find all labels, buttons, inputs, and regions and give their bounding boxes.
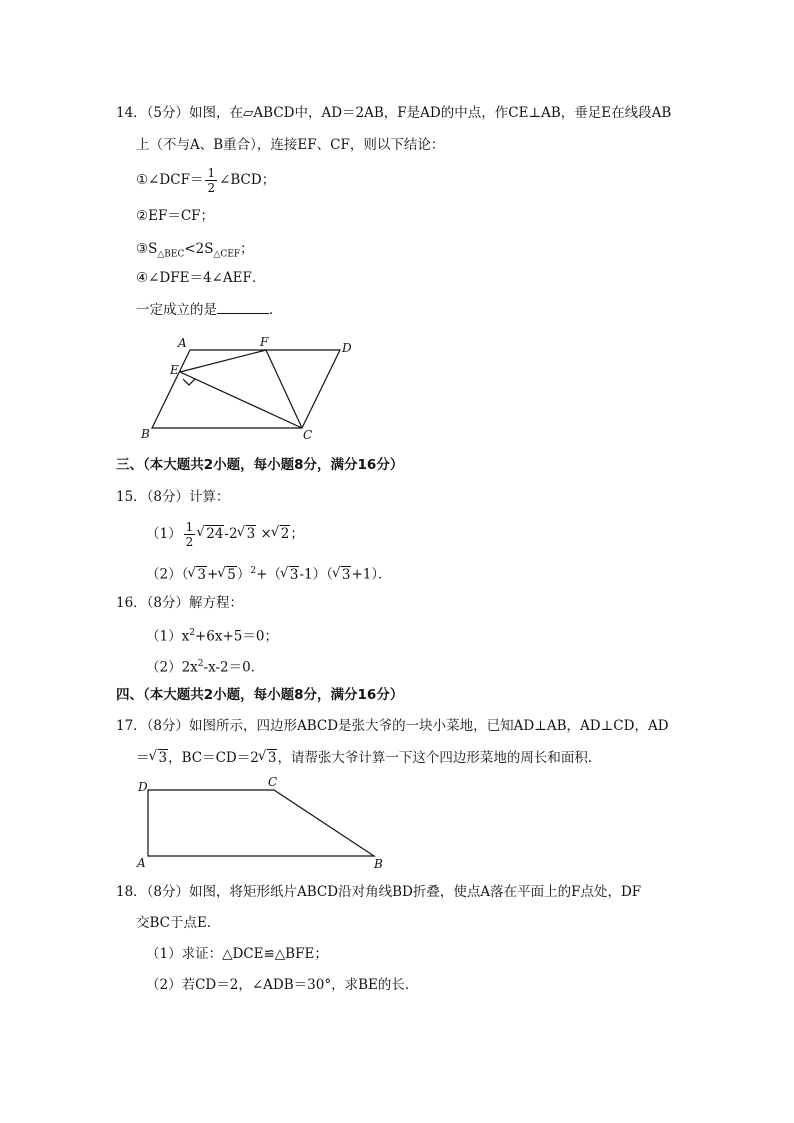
- q14-c3-end: ；: [240, 241, 254, 257]
- q15-p1-mid: -2: [224, 526, 238, 542]
- q15-p2-end: +1）．: [351, 566, 392, 583]
- q15-p1-num: 1: [185, 520, 194, 534]
- section-4-heading: 四、（本大题共2小题，每小题8分，满分16分）: [116, 687, 404, 703]
- q15-p2-sqrt2: [218, 566, 237, 584]
- q14-conclusion-3: [136, 240, 254, 264]
- q15-p2-rad1: 3: [197, 566, 206, 583]
- segment-ef: [180, 350, 266, 372]
- q14-conclusion-1: [136, 166, 275, 195]
- q17-l2-b: ，BC＝CD＝2: [168, 750, 259, 766]
- label-b: B: [374, 857, 383, 871]
- q14-c1-num: 1: [207, 166, 216, 180]
- label-c: C: [268, 775, 278, 789]
- label-c: C: [303, 428, 313, 442]
- q17-sqrt1: [150, 749, 169, 767]
- q18-part1: （1）求证：△DCE≌△BFE；: [146, 946, 328, 962]
- trapezoid-abcd: [148, 790, 374, 856]
- q14-line1: 14．（5分）如图，在▱ABCD中，AD＝2AB，F是AD的中点，作CE⊥AB，垂足E在线段AB: [116, 105, 672, 121]
- q14-ask-suffix: ．: [269, 302, 283, 318]
- q17-sqrt2: [259, 749, 278, 767]
- q17-rad1: 3: [158, 750, 168, 766]
- label-f: F: [260, 335, 269, 349]
- q14-c1-prefix: ①∠DCF＝: [136, 172, 204, 188]
- q18-line1: 18．（8分）如图，将矩形纸片ABCD沿对角线BD折叠，使点A落在平面上的F点处，DF: [116, 884, 642, 900]
- q15-p1-times: ×: [260, 526, 272, 542]
- q15-p2-plus: +: [206, 566, 219, 583]
- q14-ask-prefix: 一定成立的是: [136, 302, 217, 318]
- q15-p1-den: 2: [185, 535, 194, 549]
- segment-ec: [180, 372, 302, 428]
- answer-blank[interactable]: [217, 301, 269, 314]
- label-e: E: [170, 363, 179, 377]
- q14-conclusion-4: ④∠DFE＝4∠AEF．: [136, 270, 266, 286]
- q15-title: 15．（8分）计算：: [116, 489, 230, 505]
- label-d: D: [138, 780, 148, 794]
- q17-line1: 17．（8分）如图所示，四边形ABCD是张大爷的一块小菜地，已知AD⊥AB，AD⊥CD，AD: [116, 718, 669, 734]
- q14-c3-sub1: △BEC: [157, 249, 185, 260]
- q15-p2-sqrt1: [188, 566, 207, 584]
- q17-l2-a: ＝: [136, 750, 150, 766]
- q16-e1-a: （1）x: [146, 628, 190, 645]
- q15-p1-sqrt2: [238, 525, 257, 543]
- q16-e2-a: （2）2x: [146, 659, 198, 676]
- q14-c3-sub2: △CEF: [213, 249, 241, 260]
- q15-p1-rad3: 2: [280, 526, 290, 542]
- q14-c1-den: 2: [207, 181, 216, 195]
- q15-p1-rad2: 3: [246, 526, 256, 542]
- q15-p1-sqrt1: [197, 525, 224, 543]
- q16-title: 16．（8分）解方程：: [116, 595, 244, 611]
- q16-e1-b: +6x+5＝0；: [194, 628, 278, 645]
- label-d: D: [342, 341, 352, 355]
- label-a: A: [178, 336, 187, 350]
- q15-p1-sqrt3: [272, 525, 291, 543]
- q14-c3-prefix: ③S: [136, 241, 158, 257]
- q14-c1-suffix: ∠BCD；: [219, 172, 276, 188]
- q16-e2-sup: 2: [197, 659, 204, 669]
- q15-p2-close: ）: [236, 566, 251, 583]
- q14-c1-fraction: [205, 166, 217, 195]
- q17-trapezoid-figure: [134, 774, 394, 872]
- section-3-heading: 三、（本大题共2小题，每小题8分，满分16分）: [116, 457, 404, 473]
- q18-line2: 交BC于点E．: [136, 915, 221, 931]
- q14-conclusion-2: ②EF＝CF；: [136, 208, 215, 224]
- q18-part2: （2）若CD＝2，∠ADB＝30°，求BE的长．: [146, 977, 419, 993]
- q15-part1: [146, 520, 304, 549]
- q16-eq2: [146, 655, 264, 677]
- q15-p2-mid: +（: [256, 566, 281, 583]
- q14-line2: 上（不与A、B重合），连接EF、CF，则以下结论：: [136, 137, 445, 153]
- q15-p2-rad4: 3: [341, 566, 351, 583]
- q14-parallelogram-figure: [138, 334, 360, 444]
- q16-eq1: [146, 624, 278, 646]
- q15-p2-mid2: -1）（: [299, 566, 333, 583]
- q15-p1-fraction: [184, 520, 196, 549]
- q15-p2-rad3: 3: [289, 566, 299, 583]
- label-b: B: [141, 427, 150, 441]
- label-a: A: [137, 856, 146, 870]
- parallelogram-abcd: [152, 350, 340, 428]
- q14-ask: [136, 301, 283, 319]
- q17-l2-c: ，请帮张大爷计算一下这个四边形菜地的周长和面积．: [277, 750, 602, 766]
- q17-line2: [136, 749, 601, 767]
- right-angle-mark: [183, 379, 195, 385]
- q15-part2: [146, 562, 392, 584]
- q15-p2-sup: 2: [250, 566, 257, 576]
- q14-c3-mid: <2S: [184, 241, 214, 257]
- q15-p2-sqrt4: [333, 566, 352, 584]
- q15-p1-rad1: 24: [206, 526, 224, 542]
- q15-p1-end: ；: [290, 526, 304, 542]
- q16-e2-b: -x-2＝0．: [203, 659, 265, 676]
- q16-e1-sup: 2: [189, 628, 195, 638]
- q17-rad2: 3: [267, 750, 277, 766]
- q15-p2-rad2: 5: [227, 566, 236, 583]
- q15-p2-label: （2）（: [146, 566, 189, 583]
- q15-p2-sqrt3: [281, 566, 300, 584]
- segment-fc: [266, 350, 302, 428]
- q15-p1-label: （1）: [146, 526, 182, 542]
